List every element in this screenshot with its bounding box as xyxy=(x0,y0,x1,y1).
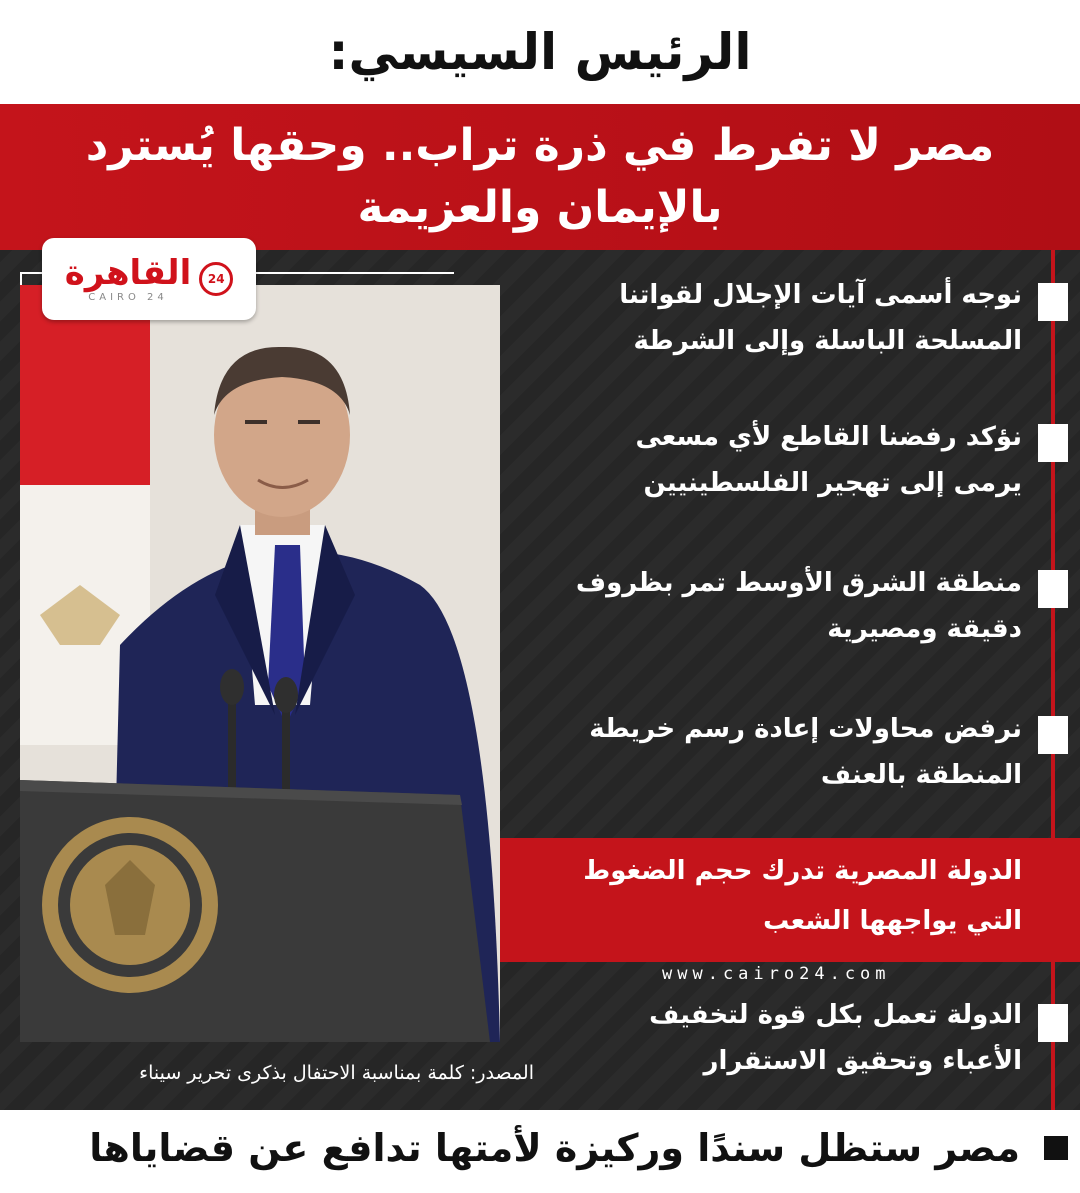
speaker-photo xyxy=(20,285,500,1042)
bullet-timeline-line xyxy=(1051,250,1055,1110)
bullet-item xyxy=(502,414,1022,506)
cairo24-logo xyxy=(42,238,256,320)
bullet-line: نرفض محاولات إعادة رسم خريطة xyxy=(589,714,1022,744)
bullet-line: المسلحة الباسلة وإلى الشرطة xyxy=(633,326,1022,356)
bullet-marker xyxy=(1038,570,1068,608)
bullet-line: منطقة الشرق الأوسط تمر بظروف xyxy=(575,568,1022,598)
top-header xyxy=(0,0,1080,104)
bullet-marker xyxy=(1038,1004,1068,1042)
bullet-item xyxy=(502,992,1022,1084)
footer-text: مصر ستظل سندًا وركيزة لأمتها تدافع عن قضاياها xyxy=(89,1126,1020,1170)
bullet-marker xyxy=(1038,716,1068,754)
logo-arabic: القاهرة xyxy=(64,253,192,293)
headline-band xyxy=(0,104,1080,250)
headline-line-2: بالإيمان والعزيمة xyxy=(357,182,723,233)
bullet-line: نؤكد رفضنا القاطع لأي مسعى xyxy=(635,422,1022,452)
bullet-line: المنطقة بالعنف xyxy=(820,760,1022,790)
bullet-line: الدولة تعمل بكل قوة لتخفيف xyxy=(649,1000,1022,1030)
website-url: www.cairo24.com xyxy=(662,964,891,984)
bullet-item xyxy=(502,560,1022,652)
footer-square-icon xyxy=(1044,1136,1068,1160)
logo-text xyxy=(65,254,191,304)
logo-latin: CAIRO 24 xyxy=(88,292,168,303)
headline-line-1: مصر لا تفرط في ذرة تراب.. وحقها يُسترد xyxy=(85,120,995,171)
header-title: الرئيس السيسي: xyxy=(328,23,752,81)
highlight-line: الدولة المصرية تدرك حجم الضغوط xyxy=(583,856,1022,886)
bullet-marker xyxy=(1038,283,1068,321)
speaker-photo-illustration xyxy=(20,285,500,1042)
bullet-line: دقيقة ومصيرية xyxy=(827,614,1022,644)
bullet-line: نوجه أسمى آيات الإجلال لقواتنا xyxy=(619,280,1022,310)
bullet-line: يرمى إلى تهجير الفلسطينيين xyxy=(643,468,1022,498)
stopwatch-icon: 24 xyxy=(199,262,233,296)
footer-band xyxy=(0,1110,1080,1193)
bullet-marker xyxy=(1038,424,1068,462)
bullet-item xyxy=(502,706,1022,798)
bullet-item xyxy=(502,272,1022,364)
source-caption: المصدر: كلمة بمناسبة الاحتفال بذكرى تحرير سيناء xyxy=(139,1062,534,1084)
highlight-line: التي يواجهها الشعب xyxy=(763,906,1022,936)
highlight-item xyxy=(502,846,1022,946)
bullet-line: الأعباء وتحقيق الاستقرار xyxy=(703,1046,1022,1076)
